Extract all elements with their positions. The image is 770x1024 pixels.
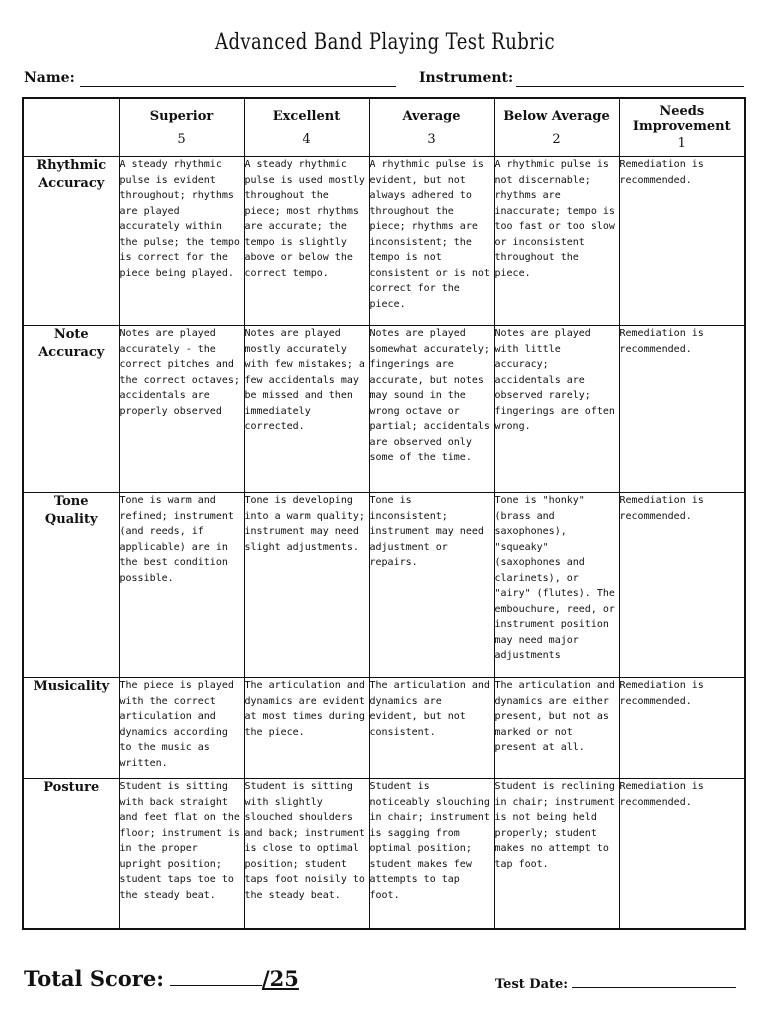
test-date-label: Test Date: (495, 977, 569, 992)
criteria-cell: The piece is played with the correct articulation and dynamics according to the music as written. (119, 678, 244, 779)
name-label: Name: (24, 70, 75, 86)
criteria-cell: Notes are played with little accuracy; accidentals are observed rarely; fingerings are often wrong. (494, 326, 619, 493)
criteria-cell: A rhythmic pulse is evident, but not always adhered to throughout the piece; rhythms are inconsistent; the tempo is not consistent or is not correct for the piece. (369, 157, 494, 326)
criteria-cell: Notes are played mostly accurately with few mistakes; a few accidentals may be missed and then immediately corrected. (244, 326, 369, 493)
name-field[interactable] (80, 86, 396, 87)
column-points: 5 (177, 131, 186, 147)
total-score (24, 966, 299, 991)
rubric-row (23, 326, 745, 493)
criteria-cell: Student is reclining in chair; instrument is not being held properly; student makes no attempt to tap foot. (494, 779, 619, 929)
criteria-cell: Tone is inconsistent; instrument may need adjustment or repairs. (369, 493, 494, 678)
criteria-cell: A rhythmic pulse is not discernable; rhythms are inaccurate; tempo is too fast or too slow or inconsistent throughout the piece. (494, 157, 619, 326)
page-title: Advanced Band Playing Test Rubric (215, 30, 555, 55)
total-score-label: Total Score: (24, 966, 164, 991)
column-points: 1 (677, 136, 686, 151)
column-name: Average (402, 108, 461, 124)
criteria-cell: The articulation and dynamics are either present, but not as marked or not present at all. (494, 678, 619, 779)
criteria-cell: Student is sitting with slightly slouched shoulders and back; instrument is close to optimal position; student taps foot noisily to the steady beat. (244, 779, 369, 929)
rubric-row (23, 678, 745, 779)
criteria-cell: Tone is warm and refined; instrument (and reeds, if applicable) are in the best condition possible. (119, 493, 244, 678)
criteria-cell: A steady rhythmic pulse is used mostly throughout the piece; most rhythms are accurate; the tempo is slightly above or below the correct tempo. (244, 157, 369, 326)
column-name: Below Average (503, 108, 610, 124)
criteria-cell: Tone is "honky" (brass and saxophones), "squeaky" (saxophones and clarinets), or "airy" (flutes). The embouchure, reed, or instrument position may need major adjustments (494, 493, 619, 678)
column-name: Needs Improvement (632, 104, 731, 134)
column-points: 3 (427, 131, 436, 147)
criteria-cell: The articulation and dynamics are evident, but not consistent. (369, 678, 494, 779)
total-score-field[interactable] (170, 967, 262, 986)
header-row (23, 98, 745, 157)
rubric-row (23, 157, 745, 326)
rubric-table (22, 97, 746, 930)
instrument-field[interactable] (516, 86, 744, 87)
criteria-cell: Tone is developing into a warm quality; instrument may need slight adjustments. (244, 493, 369, 678)
column-points: 4 (302, 131, 311, 147)
criteria-cell: Remediation is recommended. (619, 326, 745, 493)
category-label: Tone Quality (23, 493, 119, 678)
column-header (369, 98, 494, 157)
criteria-cell: Remediation is recommended. (619, 157, 745, 326)
test-date-field[interactable] (572, 975, 736, 988)
criteria-cell: Notes are played accurately - the correct pitches and the correct octaves; accidentals are properly observed (119, 326, 244, 493)
criteria-cell: The articulation and dynamics are evident at most times during the piece. (244, 678, 369, 779)
rubric-row (23, 493, 745, 678)
column-header (494, 98, 619, 157)
criteria-cell: Student is sitting with back straight and feet flat on the floor; instrument is in the proper upright position; student taps toe to the steady beat. (119, 779, 244, 929)
criteria-cell: Notes are played somewhat accurately; fingerings are accurate, but notes may sound in the wrong octave or partial; accidentals are observed only some of the time. (369, 326, 494, 493)
category-label: Musicality (23, 678, 119, 779)
total-score-max: /25 (261, 966, 299, 991)
instrument-label: Instrument: (419, 70, 514, 86)
category-label: Note Accuracy (23, 326, 119, 493)
header-fields (24, 70, 746, 92)
rubric-row (23, 779, 745, 929)
column-header (244, 98, 369, 157)
criteria-cell: Remediation is recommended. (619, 493, 745, 678)
criteria-cell: Student is noticeably slouching in chair; instrument is sagging from optimal position; student makes few attempts to tap foot. (369, 779, 494, 929)
category-label: Posture (23, 779, 119, 929)
criteria-cell: Remediation is recommended. (619, 779, 745, 929)
column-header (119, 98, 244, 157)
corner-cell (23, 98, 119, 157)
column-name: Excellent (272, 108, 341, 124)
category-label: Rhythmic Accuracy (23, 157, 119, 326)
column-header (619, 98, 745, 157)
column-name: Superior (149, 108, 214, 124)
column-points: 2 (552, 131, 561, 147)
test-date (495, 975, 736, 992)
criteria-cell: A steady rhythmic pulse is evident throughout; rhythms are played accurately within the pulse; the tempo is correct for the piece being played. (119, 157, 244, 326)
criteria-cell: Remediation is recommended. (619, 678, 745, 779)
